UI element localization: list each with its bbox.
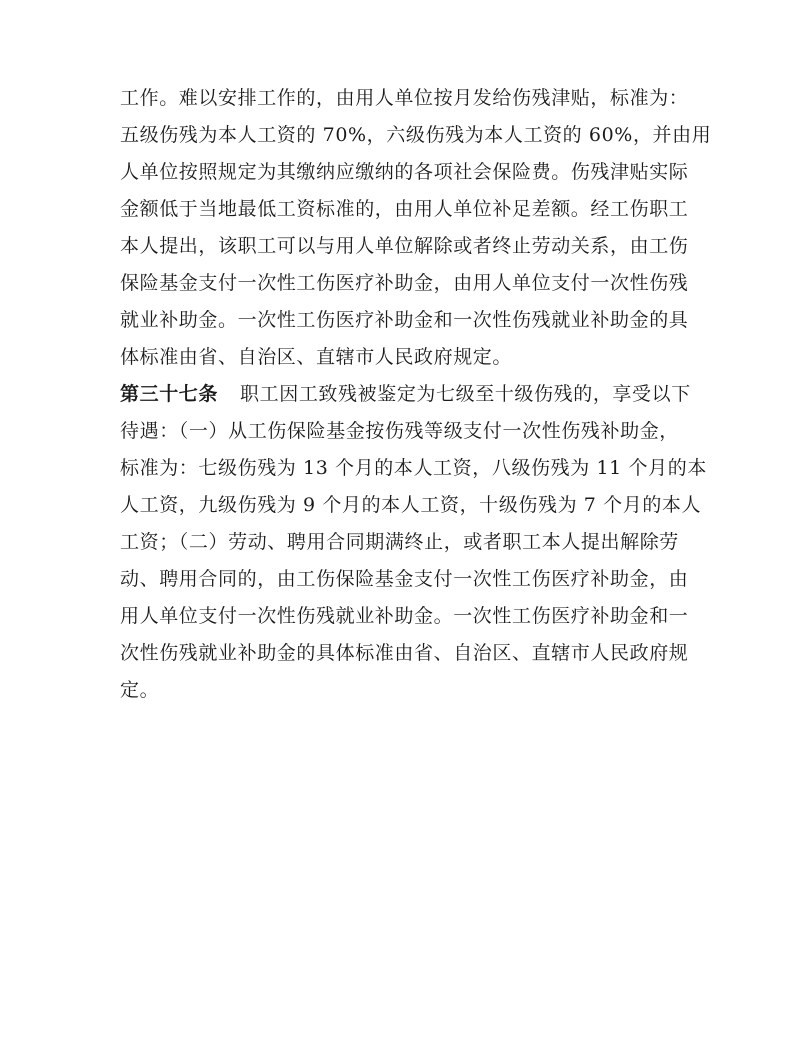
text-line: 体标准由省、自治区、直辖市人民政府规定。 [120, 346, 513, 368]
article-first-line-text: 职工因工致残被鉴定为七级至十级伤残的，享受以下 [240, 383, 691, 405]
text-line: 工资；（二）劳动、聘用合同期满终止，或者职工本人提出解除劳 [120, 531, 679, 553]
text-line: 本人提出，该职工可以与用人单位解除或者终止劳动关系，由工伤 [120, 235, 689, 257]
text-line: 五级伤残为本人工资的 70%，六级伤残为本人工资的 60%，并由用 [120, 124, 712, 146]
text-line: 标准为：七级伤残为 13 个月的本人工资，八级伤残为 11 个月的本 [120, 457, 707, 479]
article-heading: 第三十七条 [120, 383, 219, 405]
text-line: 动、聘用合同的，由工伤保险基金支付一次性工伤医疗补助金，由 [120, 568, 689, 590]
text-line: 金额低于当地最低工资标准的，由用人单位补足差额。经工伤职工 [120, 198, 689, 220]
text-line: 人工资，九级伤残为 9 个月的本人工资，十级伤残为 7 个月的本人 [120, 494, 702, 516]
text-line: 就业补助金。一次性工伤医疗补助金和一次性伤残就业补助金的具 [120, 309, 689, 331]
text-line: 待遇：（一）从工伤保险基金按伤残等级支付一次性伤残补助金， [120, 420, 679, 442]
text-line: 次性伤残就业补助金的具体标准由省、自治区、直辖市人民政府规 [120, 642, 689, 664]
text-line: 人单位按照规定为其缴纳应缴纳的各项社会保险费。伤残津贴实际 [120, 161, 689, 183]
text-line: 保险基金支付一次性工伤医疗补助金，由用人单位支付一次性伤残 [120, 272, 689, 294]
text-line: 工作。难以安排工作的，由用人单位按月发给伤残津贴，标准为： [120, 87, 689, 109]
text-line: 用人单位支付一次性伤残就业补助金。一次性工伤医疗补助金和一 [120, 605, 689, 627]
article-first-line [120, 376, 690, 413]
article-37 [120, 376, 707, 709]
document-body [120, 80, 712, 709]
text-line: 定。 [120, 679, 160, 701]
paragraph-continued [120, 80, 712, 376]
